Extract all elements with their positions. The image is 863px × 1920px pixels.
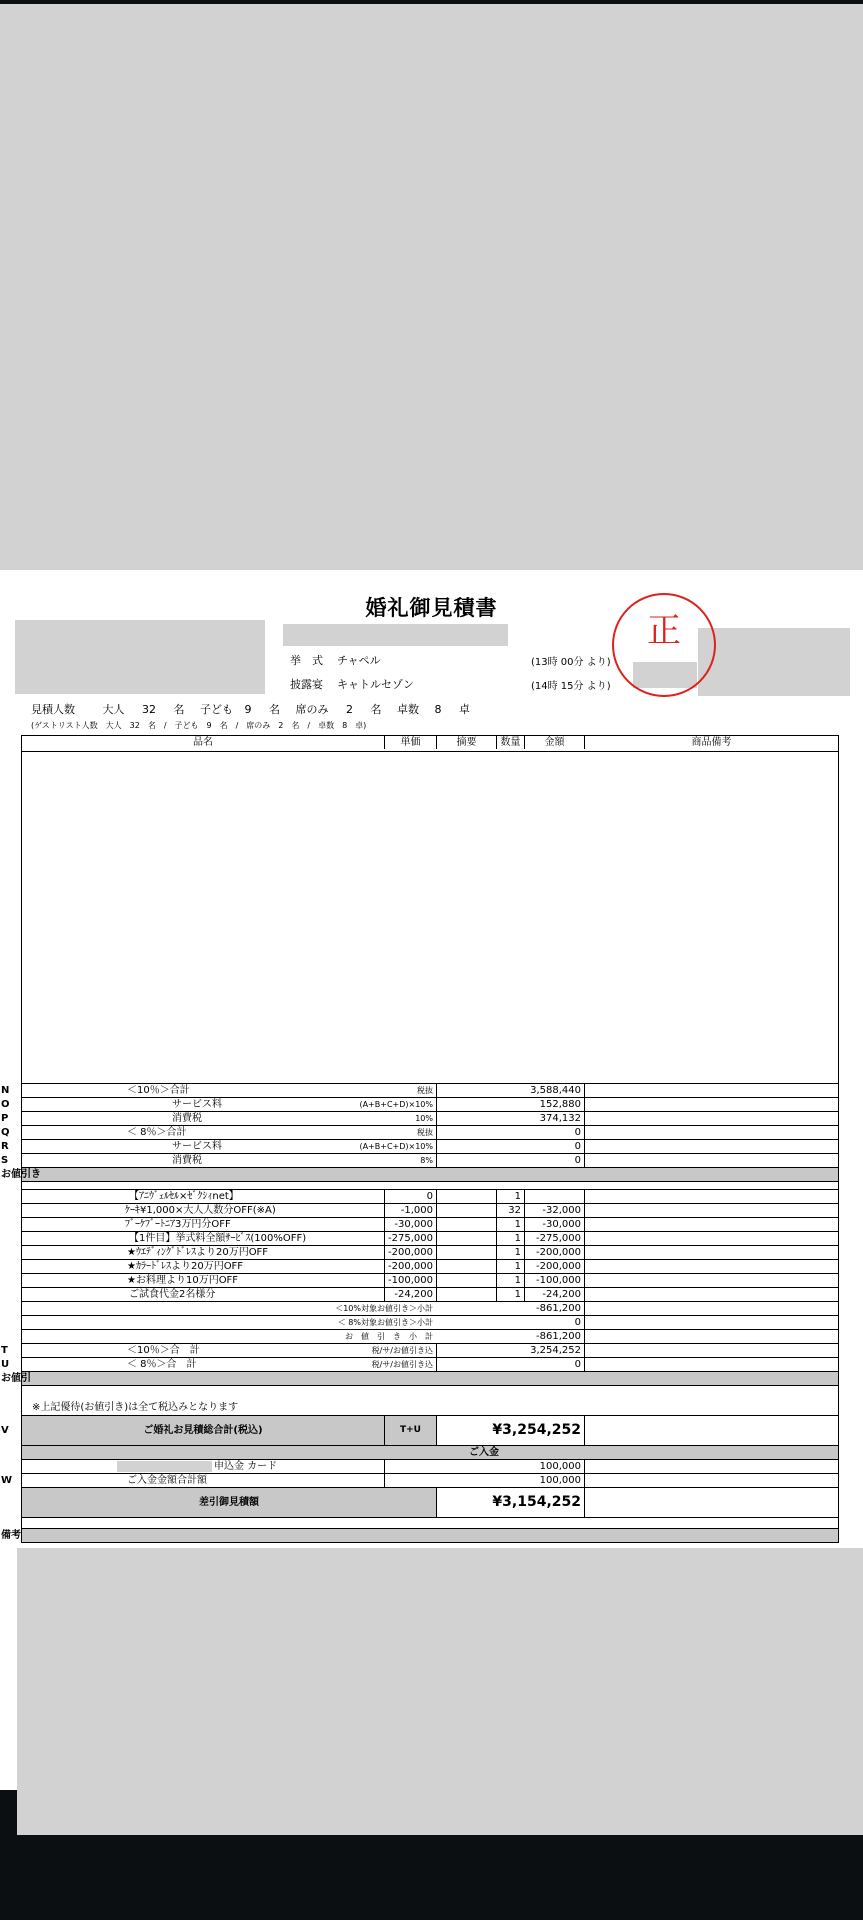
estimate-table <box>1 735 839 1543</box>
remarks-header <box>1 1528 838 1542</box>
row-tag: 税抜 <box>417 1086 433 1095</box>
discount-summary <box>436 1232 496 1245</box>
redacted-top-block <box>0 0 863 570</box>
row-tag: 税抜 <box>417 1128 433 1137</box>
table-header <box>22 736 838 752</box>
discount-note <box>584 1204 838 1217</box>
discount-price: -200,000 <box>384 1260 436 1273</box>
discount-qty: 1 <box>496 1288 524 1301</box>
discount-amount: -200,000 <box>524 1246 584 1259</box>
discount-price: -30,000 <box>384 1218 436 1231</box>
discount-summary <box>436 1274 496 1287</box>
discount-name: ★ｳｴﾃﾞｨﾝｸﾞﾄﾞﾚｽより20万円OFF <box>127 1247 269 1258</box>
header-amount: 金額 <box>524 736 584 749</box>
adult-unit: 名 <box>173 703 185 716</box>
row-name: ＜ 8％＞合 計 <box>127 1359 197 1370</box>
child-unit: 名 <box>269 703 280 716</box>
discount-qty: 1 <box>496 1260 524 1273</box>
document-title: 婚礼御見積書 <box>365 595 498 620</box>
grand-total-label: ご婚礼お見積総合計(税込) <box>22 1416 384 1445</box>
discount-subtotal-row <box>22 1316 838 1330</box>
subtotal-label: ＜10%対象お値引き＞小計 <box>335 1304 433 1313</box>
discount-name: 【1件目】挙式料全額ｻｰﾋﾞｽ(100%OFF) <box>129 1233 307 1244</box>
header-item: 品名 <box>193 737 213 748</box>
table-row <box>1 1140 838 1154</box>
estimate-document <box>0 570 863 1790</box>
table-row <box>22 1288 838 1302</box>
row-amount: 0 <box>436 1140 584 1153</box>
discount-summary <box>436 1218 496 1231</box>
discount-price: -275,000 <box>384 1232 436 1245</box>
discount-note <box>584 1274 838 1287</box>
discount-amount: -24,200 <box>524 1288 584 1301</box>
discount-name: ★ｶﾗｰﾄﾞﾚｽより20万円OFF <box>127 1261 244 1272</box>
guest-list-line: (ゲストリスト人数 大人 32 名 / 子ども 9 名 / 席のみ 2 名 / 卓数 8 卓) <box>31 721 367 730</box>
ceremony-time: (13時 00分 より) <box>531 657 611 668</box>
payment-total-amount: 100,000 <box>539 1475 581 1486</box>
row-code: O <box>1 1099 10 1110</box>
header-summary: 摘要 <box>436 736 496 749</box>
tables-count: 8 <box>434 703 442 716</box>
reception-label: 披露宴 <box>290 678 323 691</box>
balance-amount: ¥3,154,252 <box>436 1488 584 1517</box>
remarks-label: 備考 <box>1 1530 21 1541</box>
row-name: ＜ 8％＞合計 <box>127 1127 187 1138</box>
subtotal-label: お 値 引 き 小 計 <box>345 1332 433 1341</box>
discount-price: -1,000 <box>384 1204 436 1217</box>
table-row <box>1 1344 838 1358</box>
table-row <box>1 1112 838 1126</box>
child-label: 子ども <box>200 703 233 716</box>
table-row <box>22 1204 838 1218</box>
row-amount: 0 <box>436 1126 584 1139</box>
payment-summary <box>384 1460 385 1473</box>
payment-total-note <box>584 1474 838 1487</box>
payment-total-code: W <box>1 1475 13 1486</box>
discount-subtotal-row <box>22 1330 838 1344</box>
header-qty: 数量 <box>496 736 524 749</box>
row-note <box>584 1126 838 1139</box>
row-note <box>584 1154 838 1167</box>
grand-total-amount: ¥3,254,252 <box>436 1416 584 1445</box>
seat-only-label: 席のみ <box>295 703 329 716</box>
seat-only-unit: 名 <box>370 703 382 716</box>
reception-venue: キャトルセゾン <box>337 678 414 691</box>
discount-header-label: お値引き <box>1 1169 41 1180</box>
adult-count: 32 <box>142 703 156 716</box>
redacted-venue-block <box>698 628 850 696</box>
ceremony-label: 挙 式 <box>290 654 323 667</box>
row-code: U <box>1 1359 10 1370</box>
discount-header-2-label: お値引 <box>1 1373 31 1384</box>
row-tag: 税/サ/お値引き込 <box>371 1360 433 1369</box>
row-name: ＜10％＞合 計 <box>127 1345 200 1356</box>
grand-total-note <box>584 1416 838 1445</box>
payment-amount: 100,000 <box>539 1461 581 1472</box>
discount-summary <box>436 1260 496 1273</box>
row-tag: 8% <box>420 1156 433 1165</box>
discount-price: -100,000 <box>384 1274 436 1287</box>
row-code: N <box>1 1085 10 1096</box>
payment-note <box>584 1460 838 1473</box>
discount-name: ご試食代金2名様分 <box>129 1289 216 1300</box>
row-tag: 10% <box>415 1114 433 1123</box>
discount-summary <box>436 1190 496 1203</box>
row-code: S <box>1 1155 9 1166</box>
subtotal-note <box>584 1302 838 1315</box>
row-code: P <box>1 1113 9 1124</box>
payment-section-header <box>22 1446 838 1460</box>
row-note <box>584 1344 838 1357</box>
redacted-remarks-block <box>17 1548 863 1835</box>
header-unit-price: 単価 <box>384 736 436 749</box>
row-tag: (A+B+C+D)×10% <box>359 1100 433 1109</box>
table-row <box>22 1190 838 1204</box>
discount-section-header <box>1 1168 838 1182</box>
row-name: サービス料 <box>172 1141 222 1152</box>
row-name: 消費税 <box>172 1113 202 1124</box>
row-amount: 374,132 <box>436 1112 584 1125</box>
discount-amount <box>524 1190 584 1203</box>
table-row <box>22 1246 838 1260</box>
table-row <box>1 1126 838 1140</box>
discount-section-header-2 <box>1 1372 838 1386</box>
discount-price: -24,200 <box>384 1288 436 1301</box>
seat-only-count: 2 <box>346 703 353 716</box>
discount-qty: 1 <box>496 1232 524 1245</box>
row-amount: 3,588,440 <box>436 1084 584 1097</box>
row-tag: (A+B+C+D)×10% <box>359 1142 433 1151</box>
row-code: Q <box>1 1127 10 1138</box>
header-note: 商品備考 <box>584 736 838 749</box>
row-amount: 152,880 <box>436 1098 584 1111</box>
tax-note-row <box>22 1386 838 1416</box>
row-note <box>584 1098 838 1111</box>
table-row <box>1 1084 838 1098</box>
row-code: T <box>1 1345 8 1356</box>
guest-count-label: 見積人数 <box>31 703 75 716</box>
discount-amount: -100,000 <box>524 1274 584 1287</box>
payment-header-label: ご入金 <box>469 1447 499 1458</box>
items-blank-area <box>22 752 838 1084</box>
guest-count-line <box>31 701 470 717</box>
subtotal-amount: -861,200 <box>536 1303 581 1314</box>
discount-note <box>584 1218 838 1231</box>
discount-summary <box>436 1288 496 1301</box>
discount-qty: 1 <box>496 1190 524 1203</box>
row-tag: 税/サ/お値引き込 <box>371 1346 433 1355</box>
discount-note <box>584 1190 838 1203</box>
payment-total-row <box>1 1474 838 1488</box>
balance-row <box>22 1488 838 1518</box>
row-name: 消費税 <box>172 1155 202 1166</box>
discount-subtotal-row <box>22 1302 838 1316</box>
discount-note <box>584 1232 838 1245</box>
discount-qty: 1 <box>496 1274 524 1287</box>
payment-total-label: ご入金金額合計額 <box>127 1475 207 1486</box>
payment-total-summary <box>384 1474 385 1487</box>
discount-amount: -200,000 <box>524 1260 584 1273</box>
row-note <box>584 1084 838 1097</box>
subtotal-label: ＜ 8%対象お値引き＞小計 <box>337 1318 433 1327</box>
table-row <box>22 1260 838 1274</box>
balance-note <box>584 1488 838 1517</box>
discount-summary <box>436 1246 496 1259</box>
approval-stamp <box>612 593 716 697</box>
row-amount: 0 <box>436 1154 584 1167</box>
discount-name: 【ｱﾆｳﾞｪﾙｾﾙ×ｾﾞｸｼｨnet】 <box>129 1191 239 1202</box>
discount-amount: -275,000 <box>524 1232 584 1245</box>
discount-qty: 1 <box>496 1218 524 1231</box>
row-amount: 3,254,252 <box>436 1344 584 1357</box>
tax-note: ※上記優待(お値引き)は全て税込みとなります <box>32 1402 239 1413</box>
row-amount: 0 <box>436 1358 584 1371</box>
row-note <box>584 1140 838 1153</box>
discount-name: ﾌﾞｰｹﾌﾞｰﾄﾆｱ3万円分OFF <box>125 1219 231 1230</box>
discount-price: -200,000 <box>384 1246 436 1259</box>
discount-note <box>584 1260 838 1273</box>
subtotal-note <box>584 1316 838 1329</box>
payment-label: 申込金 カード <box>214 1461 278 1472</box>
payment-row <box>22 1460 838 1474</box>
balance-label: 差引御見積額 <box>22 1488 436 1517</box>
table-row <box>22 1232 838 1246</box>
ceremony-venue: チャペル <box>337 654 381 667</box>
row-name: サービス料 <box>172 1099 222 1110</box>
row-note <box>584 1358 838 1371</box>
discount-note <box>584 1288 838 1301</box>
tables-unit: 卓 <box>459 703 470 716</box>
discount-qty: 32 <box>496 1204 524 1217</box>
discount-note <box>584 1246 838 1259</box>
adult-label: 大人 <box>102 703 125 716</box>
discount-amount: -32,000 <box>524 1204 584 1217</box>
child-count: 9 <box>244 703 252 716</box>
redacted-client-block <box>15 620 265 694</box>
table-row <box>22 1274 838 1288</box>
tables-label: 卓数 <box>397 703 419 716</box>
table-row <box>1 1358 838 1372</box>
grand-total-formula: T+U <box>384 1416 436 1445</box>
row-code: R <box>1 1141 9 1152</box>
discount-name: ★お料理より10万円OFF <box>127 1275 239 1286</box>
grand-total-row <box>1 1416 838 1446</box>
discount-amount: -30,000 <box>524 1218 584 1231</box>
redacted-payment-date <box>117 1461 212 1472</box>
table-row <box>1 1154 838 1168</box>
spacer-row <box>22 1518 838 1528</box>
stamp-character: 正 <box>647 611 681 651</box>
grand-total-code: V <box>1 1425 9 1436</box>
row-note <box>584 1112 838 1125</box>
table-row <box>1 1098 838 1112</box>
table-row <box>22 1218 838 1232</box>
discount-summary <box>436 1204 496 1217</box>
discount-name: ｹｰｷ¥1,000×大人人数分OFF(※A) <box>125 1205 276 1216</box>
subtotal-note <box>584 1330 838 1343</box>
reception-time: (14時 15分 より) <box>531 681 611 692</box>
spacer-row <box>22 1182 838 1190</box>
discount-price: 0 <box>384 1190 436 1203</box>
subtotal-amount: -861,200 <box>536 1331 581 1342</box>
redacted-date-block <box>283 624 508 646</box>
discount-qty: 1 <box>496 1246 524 1259</box>
subtotal-amount: 0 <box>574 1317 581 1328</box>
row-name: ＜10％＞合計 <box>127 1085 190 1096</box>
